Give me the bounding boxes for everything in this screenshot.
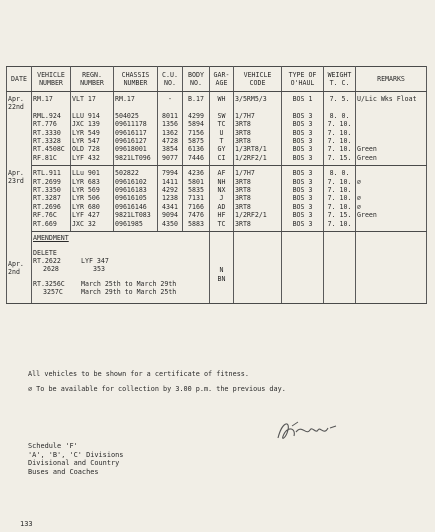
table-row bbox=[7, 137, 427, 145]
regn-cell: LYR 506 bbox=[71, 194, 114, 202]
garage-cell: J bbox=[210, 194, 234, 202]
ohaul-cell: BOS 3 bbox=[282, 129, 324, 137]
header-row bbox=[7, 67, 427, 92]
chassis-cell: 09618001 bbox=[114, 145, 158, 153]
weight-cell bbox=[324, 103, 356, 111]
vehicle-cell: RF.81C bbox=[32, 154, 71, 166]
body-cell bbox=[183, 103, 210, 111]
header-remarks: REMARKS bbox=[356, 67, 427, 92]
amendment-empty bbox=[324, 232, 356, 303]
header-chassis-number: CHASSIS NUMBER bbox=[114, 67, 158, 92]
cu-cell: 4292 bbox=[158, 186, 183, 194]
body-cell: 5875 bbox=[183, 137, 210, 145]
chassis-cell: 09616183 bbox=[114, 186, 158, 194]
vehicle-cell: RT.776 bbox=[32, 120, 71, 128]
register-sheet bbox=[6, 66, 426, 304]
code-cell: 3RT8 bbox=[234, 178, 282, 186]
schedule-line: Buses and Coaches bbox=[28, 467, 99, 476]
group-date: Apr. 22nd bbox=[7, 92, 32, 166]
vehicle-cell: RT.669 bbox=[32, 220, 71, 232]
vehicle-register-table bbox=[6, 66, 427, 304]
garage-cell: TC bbox=[210, 220, 234, 232]
cu-cell: 8011 bbox=[158, 112, 183, 120]
garage-cell: CI bbox=[210, 154, 234, 166]
cu-cell: 3854 bbox=[158, 145, 183, 153]
schedule-block bbox=[28, 442, 123, 476]
cu-cell: 1238 bbox=[158, 194, 183, 202]
deleted-vehicle: RT.2622 bbox=[33, 256, 61, 265]
regn-cell bbox=[71, 103, 114, 111]
vehicle-cell: RT.3328 bbox=[32, 137, 71, 145]
garage-cell: NH bbox=[210, 178, 234, 186]
change-period: March 25th to March 29th bbox=[81, 279, 177, 288]
remarks-cell: ∅ bbox=[356, 203, 427, 211]
weight-cell: 8. 0. bbox=[324, 112, 356, 120]
code-cell: 3RT8 bbox=[234, 194, 282, 202]
chassis-cell: 09616127 bbox=[114, 137, 158, 145]
body-cell: 4236 bbox=[183, 166, 210, 178]
deleted-vehicle: 2628 bbox=[43, 265, 59, 274]
ohaul-cell: BOS 3 bbox=[282, 112, 324, 120]
schedule-line: 'A', 'B', 'C' Divisions bbox=[28, 450, 124, 459]
code-cell: 3/5RM5/3 bbox=[234, 92, 282, 104]
header-vehicle-number: VEHICLE NUMBER bbox=[32, 67, 71, 92]
remarks-cell bbox=[356, 186, 427, 194]
weight-cell: 7. 15. bbox=[324, 211, 356, 219]
code-cell: 3RT8 bbox=[234, 129, 282, 137]
cu-cell: 4341 bbox=[158, 203, 183, 211]
chassis-cell: 502822 bbox=[114, 166, 158, 178]
remarks-cell: Green bbox=[356, 145, 427, 153]
chassis-cell: 09616102 bbox=[114, 178, 158, 186]
table-row bbox=[7, 129, 427, 137]
header-vehicle-code: VEHICLE CODE bbox=[234, 67, 282, 92]
regn-cell: LYR 680 bbox=[71, 203, 114, 211]
garage-cell: WH bbox=[210, 92, 234, 104]
cu-cell: 1411 bbox=[158, 178, 183, 186]
chassis-cell: 09616105 bbox=[114, 194, 158, 202]
remarks-cell: ∅ bbox=[356, 178, 427, 186]
deleted-row bbox=[33, 265, 208, 273]
weight-cell: 7. 10. bbox=[324, 129, 356, 137]
regn-cell: LYF 432 bbox=[71, 154, 114, 166]
remarks-cell: Green bbox=[356, 154, 427, 166]
ohaul-cell: BOS 1 bbox=[282, 92, 324, 104]
group-apr-23 bbox=[7, 166, 427, 232]
ohaul-cell: BOS 3 bbox=[282, 137, 324, 145]
vehicle-cell: RT.2696 bbox=[32, 203, 71, 211]
ohaul-cell: BOS 3 bbox=[282, 178, 324, 186]
body-cell: B.17 bbox=[183, 92, 210, 104]
header-cu-no: C.U. NO. bbox=[158, 67, 183, 92]
amendment-row bbox=[7, 232, 427, 303]
signature-image bbox=[272, 414, 342, 452]
table-row bbox=[7, 186, 427, 194]
vehicle-cell: RML.924 bbox=[32, 112, 71, 120]
regn-cell: OLD 728 bbox=[71, 145, 114, 153]
ohaul-cell: BOS 3 bbox=[282, 194, 324, 202]
notes bbox=[28, 370, 286, 400]
table-row bbox=[7, 178, 427, 186]
code-cell: 1/3RT8/1 bbox=[234, 145, 282, 153]
body-cell: 4299 bbox=[183, 112, 210, 120]
body-cell: 5894 bbox=[183, 120, 210, 128]
table-row bbox=[7, 211, 427, 219]
table-row bbox=[7, 112, 427, 120]
deleted-regn: 353 bbox=[93, 265, 105, 274]
header-type-of-ohaul: TYPE OF O'HAUL bbox=[282, 67, 324, 92]
chassis-cell: 9821LT083 bbox=[114, 211, 158, 219]
table-row bbox=[7, 203, 427, 211]
regn-cell: LYF 427 bbox=[71, 211, 114, 219]
garage-cell: NX bbox=[210, 186, 234, 194]
ohaul-cell: BOS 3 bbox=[282, 211, 324, 219]
regn-cell: LLu 901 bbox=[71, 166, 114, 178]
collection-note: ∅ To be available for collection by 3.00 p.m. the previous day. bbox=[28, 385, 286, 393]
vehicle-cell: RT.3287 bbox=[32, 194, 71, 202]
chassis-cell: 09611178 bbox=[114, 120, 158, 128]
table-row bbox=[7, 145, 427, 153]
fitness-note: All vehicles to be shown for a certificate of fitness. bbox=[28, 370, 249, 378]
regn-cell: VLT 17 bbox=[71, 92, 114, 104]
ohaul-cell bbox=[282, 103, 324, 111]
code-cell: 3RT8 bbox=[234, 186, 282, 194]
code-cell bbox=[234, 103, 282, 111]
delete-label: DELETE bbox=[33, 248, 57, 257]
vehicle-cell: RM.17 bbox=[32, 92, 71, 104]
regn-cell: LLU 914 bbox=[71, 112, 114, 120]
table-row bbox=[7, 166, 427, 178]
cu-cell: - bbox=[158, 92, 183, 104]
code-cell: 1/7H7 bbox=[234, 112, 282, 120]
garage-cell: AD bbox=[210, 203, 234, 211]
table-row bbox=[7, 103, 427, 111]
chassis-cell: 9821LT096 bbox=[114, 154, 158, 166]
remarks-cell bbox=[356, 112, 427, 120]
schedule-line: Divisional and Country bbox=[28, 459, 120, 468]
header-regn-number: REGN. NUMBER bbox=[71, 67, 114, 92]
amendment-date: Apr. 2nd bbox=[7, 232, 32, 303]
vehicle-cell bbox=[32, 103, 71, 111]
remarks-cell bbox=[356, 220, 427, 232]
body-cell: 7156 bbox=[183, 129, 210, 137]
body-cell: 5883 bbox=[183, 220, 210, 232]
regn-cell: JXC 139 bbox=[71, 120, 114, 128]
change-vehicle: RT.3256C bbox=[33, 279, 65, 288]
ohaul-cell: BOS 3 bbox=[282, 120, 324, 128]
garage-cell: TC bbox=[210, 120, 234, 128]
remarks-cell bbox=[356, 137, 427, 145]
garage-cell: HF bbox=[210, 211, 234, 219]
cu-cell: 4728 bbox=[158, 137, 183, 145]
page-number: 133 bbox=[20, 520, 33, 528]
ohaul-cell: BOS 3 bbox=[282, 145, 324, 153]
remarks-cell bbox=[356, 166, 427, 178]
change-vehicle: 3257C bbox=[43, 288, 63, 297]
weight-cell: 7. 10. bbox=[324, 203, 356, 211]
regn-cell: JXC 32 bbox=[71, 220, 114, 232]
group-date: Apr. 23rd bbox=[7, 166, 32, 232]
weight-cell: 7. 10. bbox=[324, 194, 356, 202]
amendment-empty bbox=[282, 232, 324, 303]
table-row bbox=[7, 154, 427, 166]
cu-cell bbox=[158, 103, 183, 111]
amendment-heading: AMENDMENT bbox=[33, 234, 69, 243]
weight-cell: 7. 10. bbox=[324, 178, 356, 186]
deleted-regn: LYF 347 bbox=[81, 256, 109, 265]
change-row bbox=[33, 288, 208, 296]
signature-drawing bbox=[272, 414, 342, 448]
weight-cell: 7. 15. bbox=[324, 154, 356, 166]
amendment-empty bbox=[356, 232, 427, 303]
garage-cell: T bbox=[210, 137, 234, 145]
amendment-section bbox=[7, 232, 427, 303]
remarks-cell bbox=[356, 120, 427, 128]
chassis-cell: 09616146 bbox=[114, 203, 158, 211]
vehicle-cell: RT.4508C bbox=[32, 145, 71, 153]
table-row bbox=[7, 120, 427, 128]
schedule-line: Schedule 'F' bbox=[28, 442, 78, 450]
weight-cell: 7. 10. bbox=[324, 145, 356, 153]
change-period: March 29th to March 25th bbox=[81, 288, 177, 297]
cu-cell: 7994 bbox=[158, 166, 183, 178]
garage-cell: SW bbox=[210, 112, 234, 120]
body-cell: 6136 bbox=[183, 145, 210, 153]
remarks-cell: Green bbox=[356, 211, 427, 219]
chassis-cell: 504025 bbox=[114, 112, 158, 120]
amendment-empty bbox=[234, 232, 282, 303]
chassis-cell bbox=[114, 103, 158, 111]
vehicle-cell: RT.3330 bbox=[32, 129, 71, 137]
weight-cell: 7. 5. bbox=[324, 92, 356, 104]
cu-cell: 9094 bbox=[158, 211, 183, 219]
code-cell: 1/2RF2/1 bbox=[234, 211, 282, 219]
ohaul-cell: BOS 3 bbox=[282, 166, 324, 178]
body-cell: 7476 bbox=[183, 211, 210, 219]
cu-cell: 4350 bbox=[158, 220, 183, 232]
body-cell: 5801 bbox=[183, 178, 210, 186]
table-row bbox=[7, 194, 427, 202]
weight-cell: 7. 10. bbox=[324, 220, 356, 232]
garage-cell: AF bbox=[210, 166, 234, 178]
body-cell: 7166 bbox=[183, 203, 210, 211]
chassis-cell: 0961985 bbox=[114, 220, 158, 232]
group-apr-22 bbox=[7, 92, 427, 166]
garage-cell bbox=[210, 103, 234, 111]
table-row bbox=[7, 92, 427, 104]
ohaul-cell: BOS 3 bbox=[282, 186, 324, 194]
vehicle-cell: RTL.911 bbox=[32, 166, 71, 178]
regn-cell: LYR 549 bbox=[71, 129, 114, 137]
table-row bbox=[7, 220, 427, 232]
code-cell: 3RT8 bbox=[234, 220, 282, 232]
remarks-cell: U/Lic Wks Float bbox=[356, 92, 427, 104]
amendment-garage bbox=[210, 232, 234, 303]
vehicle-cell: RF.76C bbox=[32, 211, 71, 219]
header-date: DATE bbox=[7, 67, 32, 92]
chassis-cell: 09616117 bbox=[114, 129, 158, 137]
code-cell: 3RT8 bbox=[234, 137, 282, 145]
deleted-row bbox=[33, 257, 208, 265]
cu-cell: 9077 bbox=[158, 154, 183, 166]
regn-cell: LYR 683 bbox=[71, 178, 114, 186]
ohaul-cell: BOS 3 bbox=[282, 220, 324, 232]
deleted-garage: BN bbox=[217, 274, 226, 283]
weight-cell: 7. 10. bbox=[324, 120, 356, 128]
amendment-body bbox=[32, 232, 210, 303]
deleted-garage: N bbox=[219, 266, 224, 275]
vehicle-cell: RT.3350 bbox=[32, 186, 71, 194]
cu-cell: 1362 bbox=[158, 129, 183, 137]
cu-cell: 1356 bbox=[158, 120, 183, 128]
remarks-cell bbox=[356, 103, 427, 111]
body-cell: 5835 bbox=[183, 186, 210, 194]
weight-cell: 8. 0. bbox=[324, 166, 356, 178]
remarks-cell bbox=[356, 129, 427, 137]
ohaul-cell: BOS 3 bbox=[282, 154, 324, 166]
remarks-cell: ∅ bbox=[356, 194, 427, 202]
header-garage: GAR-AGE bbox=[210, 67, 234, 92]
weight-cell: 7. 10. bbox=[324, 137, 356, 145]
garage-cell: U bbox=[210, 129, 234, 137]
weight-cell: 7. 10. bbox=[324, 186, 356, 194]
body-cell: 7131 bbox=[183, 194, 210, 202]
ohaul-cell: BOS 3 bbox=[282, 203, 324, 211]
body-cell: 7446 bbox=[183, 154, 210, 166]
header-body-no: BODY NO. bbox=[183, 67, 210, 92]
chassis-cell: RM.17 bbox=[114, 92, 158, 104]
regn-cell: LYR 547 bbox=[71, 137, 114, 145]
regn-cell: LYR 569 bbox=[71, 186, 114, 194]
code-cell: 1/7H7 bbox=[234, 166, 282, 178]
code-cell: 3RT8 bbox=[234, 120, 282, 128]
change-row bbox=[33, 280, 208, 288]
code-cell: 1/2RF2/1 bbox=[234, 154, 282, 166]
vehicle-cell: RT.2699 bbox=[32, 178, 71, 186]
garage-cell: GY bbox=[210, 145, 234, 153]
header-weight: WEIGHT T. C. bbox=[324, 67, 356, 92]
code-cell: 3RT8 bbox=[234, 203, 282, 211]
